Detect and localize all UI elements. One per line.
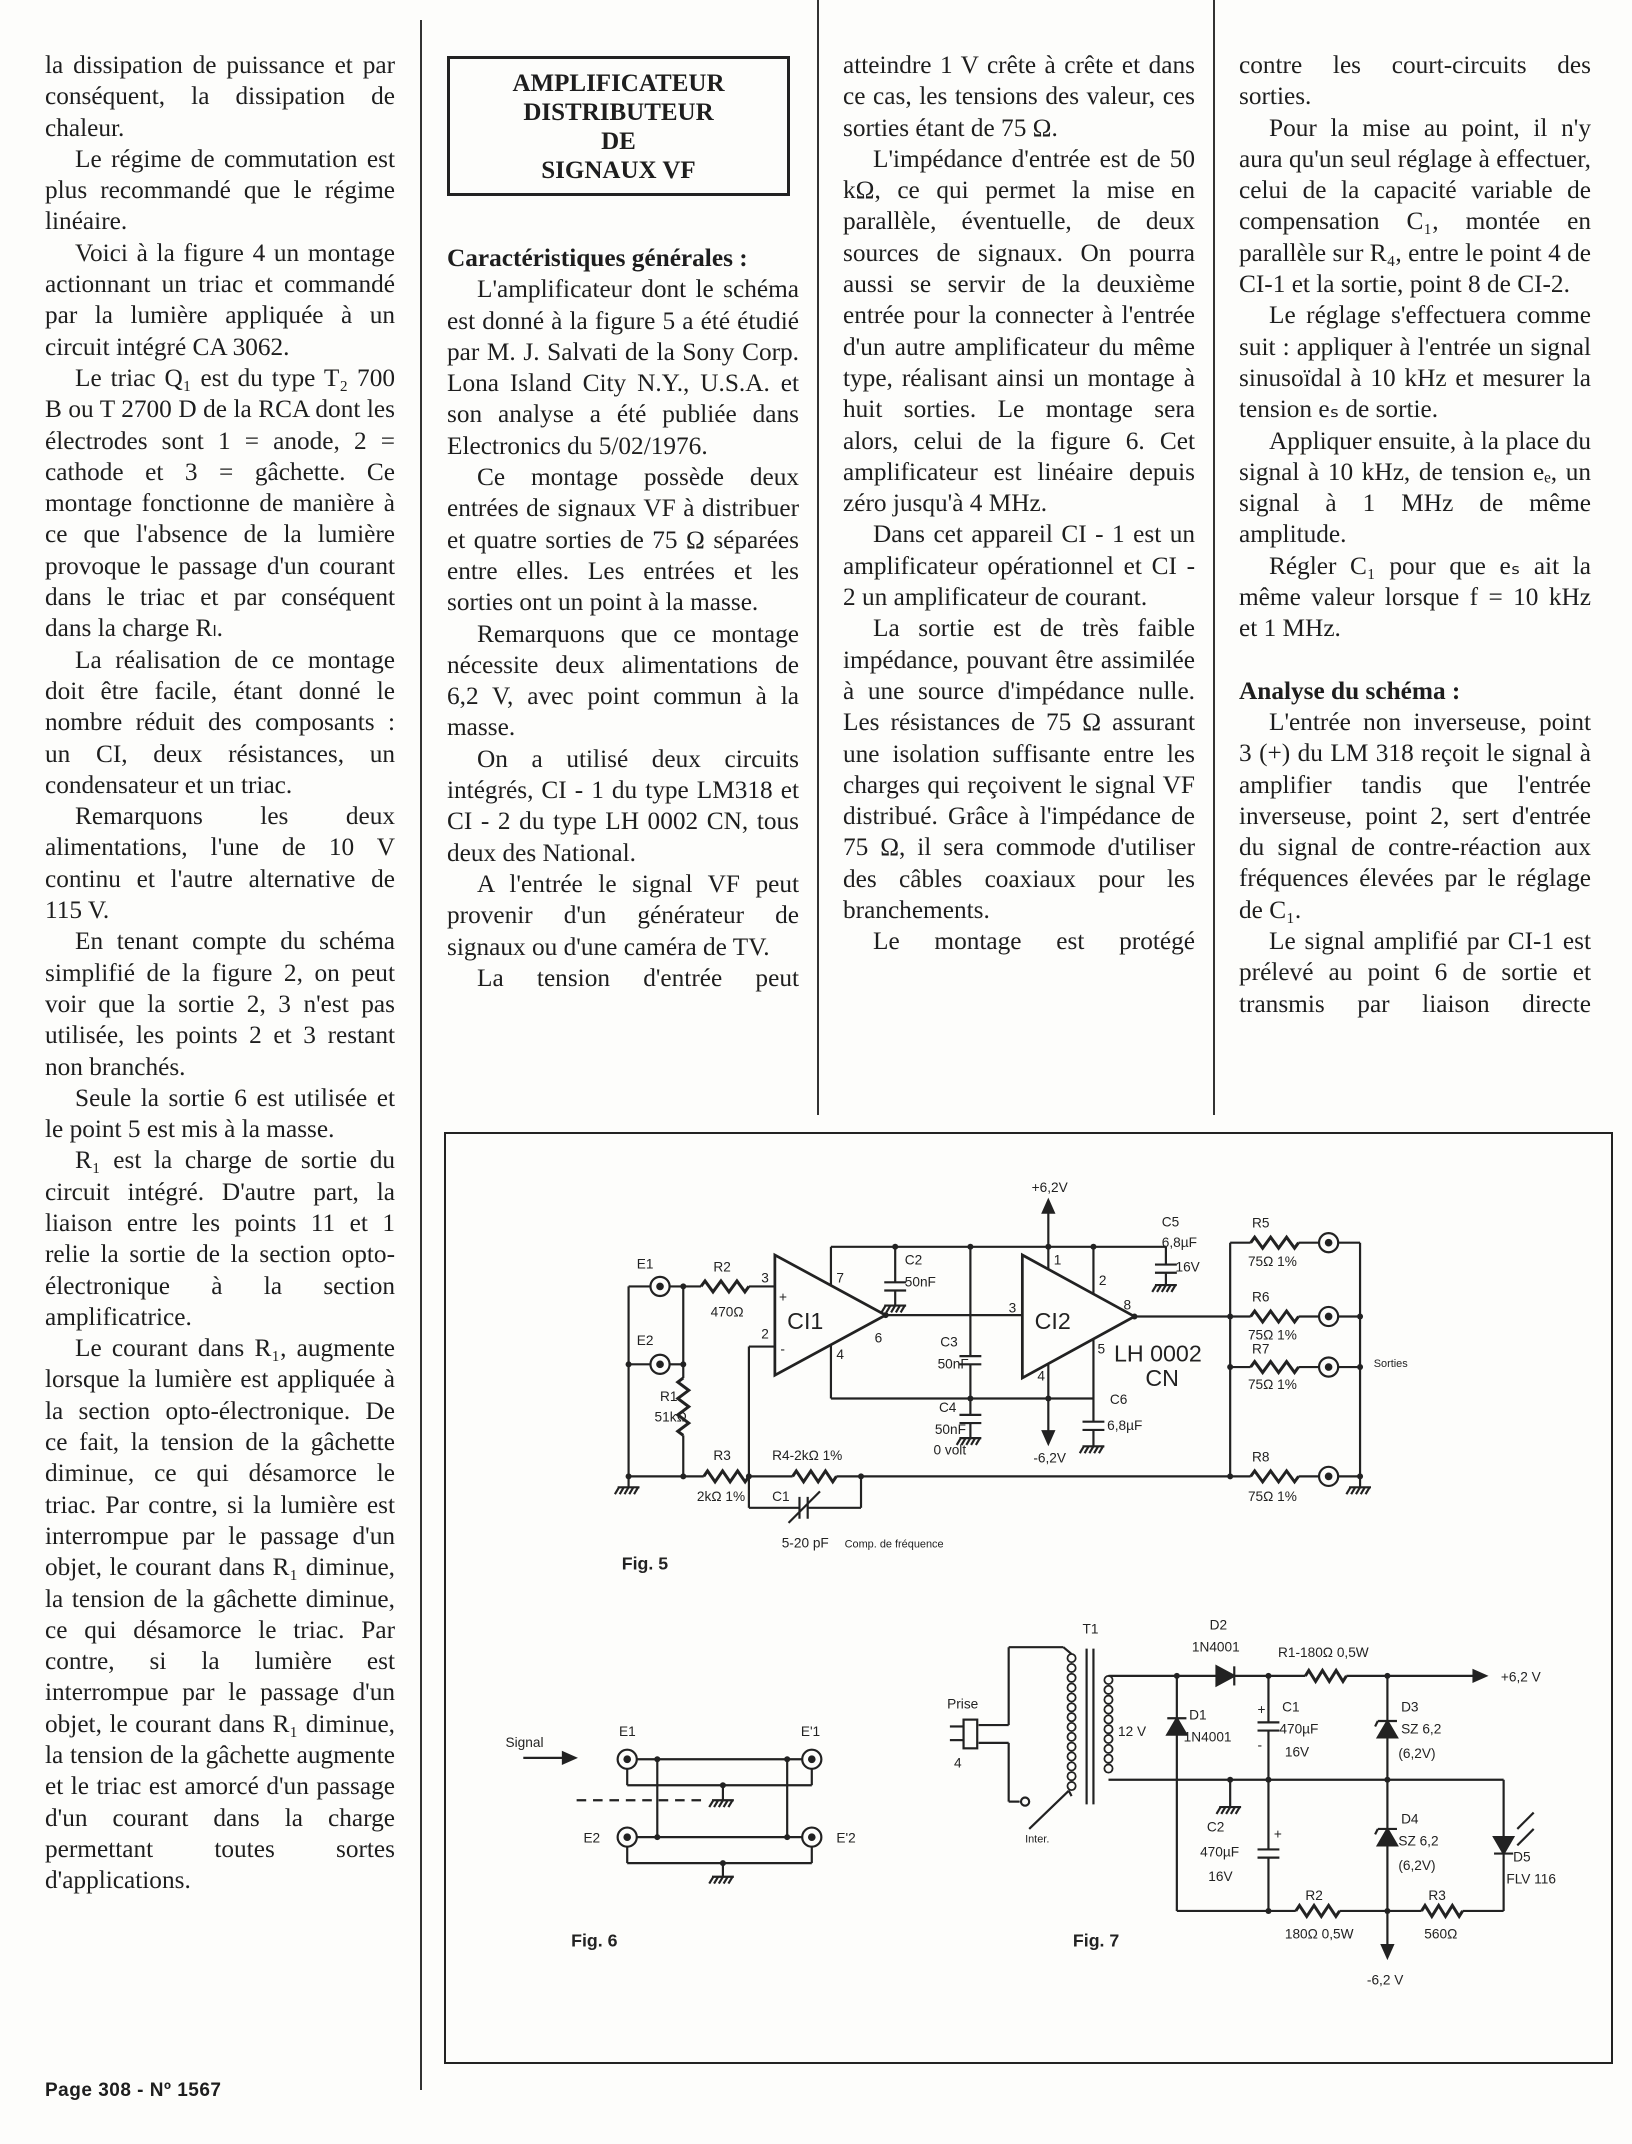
transformer-secondary [1104, 1705, 1112, 1713]
paragraph: Le courant dans R₁, augmente lorsque la lumière est appliquée à la section opto-électronique. De ce fait, la tension de la gâchette diminue, ce qui désamorce le triac. Par contre, si la lumière est interrompue par le passage d'un objet, le courant dans R₁ diminue, la tension de la gâchette diminue, ce qui désamorce le triac. Par contre, si la lumière est interrompue par le passage d'un objet, le courant dans R₁ diminue, la tension de la gâchette augmente et le triac est amorcé d'un passage d'un courant dans la charge permettant toutes sortes d'applications. [45, 1334, 395, 1895]
fig7-t1: T1 [1082, 1621, 1099, 1637]
coax-connector [624, 1834, 629, 1839]
transformer-secondary [1104, 1715, 1112, 1723]
pin-label: 4 [836, 1346, 845, 1362]
transformer-secondary [1104, 1735, 1112, 1743]
polarity: + [1273, 1826, 1282, 1842]
fig7-d1: D1 [1189, 1707, 1207, 1723]
transformer-primary [1067, 1693, 1075, 1701]
junction-dot [626, 1361, 632, 1367]
fig5-r8-value: 75Ω 1% [1247, 1488, 1297, 1504]
article-title-line: AMPLIFICATEUR [512, 70, 725, 97]
resistor [1251, 1237, 1299, 1248]
diode [1216, 1666, 1234, 1685]
transformer-primary [1067, 1772, 1075, 1780]
resistor [1251, 1311, 1299, 1322]
fig6-e1: E1 [619, 1724, 636, 1740]
fig5-c3: C3 [940, 1334, 958, 1350]
fig5-ci2-type: CN [1145, 1365, 1179, 1392]
transformer-secondary [1104, 1745, 1112, 1753]
fig5-c5: C5 [1161, 1214, 1180, 1230]
ground-symbol [709, 1800, 713, 1807]
fig5-r2: R2 [713, 1259, 731, 1275]
zener-diode [1378, 1829, 1397, 1845]
fig5-ci2: CI2 [1034, 1307, 1071, 1334]
zener-diode [1375, 1829, 1378, 1834]
ground-symbol [709, 1877, 713, 1884]
mains-plug [964, 1720, 978, 1749]
column-rule [420, 20, 422, 2090]
column-rule [817, 0, 819, 1115]
pin-label: 8 [1123, 1297, 1132, 1313]
junction-dot [1265, 1908, 1271, 1914]
transformer-primary [1067, 1743, 1075, 1751]
fig7-d3-voltage: (6,2V) [1398, 1745, 1436, 1761]
schematics [444, 1132, 1613, 2064]
fig7-r2-value: 180Ω 0,5W [1284, 1926, 1354, 1942]
coax-connector [1326, 1314, 1331, 1319]
fig5-zero-volt: 0 volt [933, 1442, 967, 1458]
fig7-d2-type: 1N4001 [1191, 1639, 1240, 1655]
junction-dot [1045, 1395, 1051, 1401]
paragraph: L'entrée non inverseuse, point 3 (+) du LM 318 reçoit le signal à amplifier tandis que l'entrée inverseuse, point 2, sert d'entrée du signal de contre-réaction aux fréquences élevées par le réglage de C₁. [1239, 707, 1591, 924]
pin-label: 6 [874, 1330, 883, 1346]
fig7-d4-type: SZ 6,2 [1398, 1833, 1439, 1849]
column-3 [843, 50, 1195, 958]
paragraph: contre les court-circuits des sorties. [1239, 51, 1591, 111]
junction-dot [626, 1473, 632, 1479]
fig5-caption: Fig. 5 [621, 1553, 669, 1574]
fig5-supply-pos: +6,2V [1031, 1180, 1068, 1196]
fig5-r4: R4-2kΩ 1% [772, 1447, 843, 1463]
paragraph: Le triac Q₁ est du type T₂ 700 B ou T 2700 D de la RCA dont les électrodes sont 1 = anode, 2 = cathode et 3 = gâchette. Ce montage fonctionne de manière à ce que l'absence de la lumière provoque le passage d'un courant dans le triac et par conséquent dans la charge Rₗ. [45, 363, 395, 643]
fig5-outputs-label: Sorties [1373, 1358, 1408, 1371]
fig5-c1-note: Comp. de fréquence [844, 1538, 944, 1551]
resistor [1305, 1670, 1346, 1681]
led-light-arrow [1517, 1813, 1533, 1829]
fig7-c2: C2 [1206, 1819, 1225, 1835]
pin-polarity: + [778, 1289, 787, 1305]
fig5-c6-value: 6,8µF [1107, 1417, 1143, 1433]
paragraph: Seule la sortie 6 est utilisée et le point 5 est mis à la masse. [45, 1083, 395, 1144]
fig7-out-neg: -6,2 V [1366, 1972, 1404, 1988]
junction-dot [1357, 1364, 1363, 1370]
pin-polarity: - [780, 1341, 785, 1357]
coax-connector [1326, 1474, 1331, 1479]
resistor [793, 1471, 837, 1482]
fig7-r3: R3 [1428, 1888, 1446, 1904]
fig5-c5-value: 6,8µF [1161, 1234, 1198, 1250]
fig6-caption: Fig. 6 [571, 1930, 618, 1951]
fig5-r2-value: 470Ω [710, 1304, 744, 1320]
transformer-primary [1067, 1762, 1075, 1770]
fig7-secondary-voltage: 12 V [1118, 1724, 1147, 1740]
fig7-labels [947, 1617, 1556, 1987]
fig5-r5-value: 75Ω 1% [1247, 1253, 1297, 1269]
ground-symbol [882, 1306, 886, 1313]
fig5-r6-value: 75Ω 1% [1247, 1327, 1297, 1343]
paragraph: Le montage est protégé [873, 927, 1195, 956]
fig5-ci1: CI1 [787, 1307, 824, 1334]
coax-connector [809, 1757, 814, 1762]
transformer-secondary [1104, 1676, 1112, 1684]
ground-symbol [1080, 1446, 1084, 1453]
fig7-plug-symbol: 4 [953, 1755, 962, 1771]
section-heading: Analyse du schéma : [1239, 676, 1461, 705]
fig5-e2: E2 [636, 1333, 654, 1349]
paragraph: A l'entrée le signal VF peut provenir d'un générateur de signaux ou d'une caméra de TV. [447, 869, 799, 961]
paragraph: Le régime de commutation est plus recommandé que le régime linéaire. [45, 144, 395, 236]
paragraph: la dissipation de puissance et par conséquent, la dissipation de chaleur. [45, 51, 395, 142]
polarity: + [1257, 1702, 1266, 1718]
fig5-c3-value: 50nF [937, 1356, 969, 1372]
column-1 [45, 50, 395, 1897]
zener-diode [1375, 1721, 1378, 1726]
transformer-secondary [1104, 1764, 1112, 1772]
arrow [1382, 1945, 1393, 1957]
transformer-primary [1067, 1723, 1075, 1731]
article-title-line: DISTRIBUTEUR [523, 99, 714, 126]
transformer-secondary [1104, 1686, 1112, 1694]
ground-symbol [1346, 1487, 1350, 1494]
junction-dot [1357, 1473, 1363, 1479]
transformer-primary [1067, 1703, 1075, 1711]
paragraph: Dans cet appareil CI - 1 est un amplificateur opérationnel et CI - 2 un amplificateur de courant. [843, 520, 1195, 612]
arrow [1474, 1670, 1486, 1681]
transformer-primary [1067, 1713, 1075, 1721]
paragraph: Ce montage possède deux entrées de signaux VF à distribuer et quatre sorties de 75 Ω séparées entre elles. Les entrées et les sorties ont un point à la masse. [447, 463, 799, 617]
fig5-labels [622, 1180, 1409, 1573]
fig5-e1: E1 [636, 1256, 654, 1272]
resistor [701, 1281, 749, 1292]
coax-connector [657, 1284, 662, 1289]
transformer-secondary [1104, 1755, 1112, 1763]
article-title-box [447, 56, 790, 196]
pin-label: 7 [836, 1270, 845, 1286]
fig7-d3-type: SZ 6,2 [1401, 1721, 1442, 1737]
resistor [1251, 1362, 1299, 1373]
fig7-r3-value: 560Ω [1424, 1926, 1458, 1942]
arrow [1043, 1431, 1054, 1443]
paragraph: atteindre 1 V crête à crête et dans ce cas, les tensions des valeur, ces sorties étant de 75 Ω. [843, 51, 1195, 142]
fig5-r7: R7 [1252, 1341, 1270, 1357]
fig7-switch: Inter. [1025, 1833, 1050, 1846]
page-footer: Page 308 - Nº 1567 [45, 2080, 222, 2101]
paragraph: Régler C₁ pour que eₛ ait la même valeur lorsque f = 10 kHz et 1 MHz. [1239, 551, 1591, 643]
transformer-primary [1067, 1654, 1075, 1662]
ground-symbol [615, 1487, 619, 1494]
coax-connector [809, 1834, 814, 1839]
switch-terminal [1021, 1798, 1029, 1806]
fig7-d5-type: FLV 116 [1506, 1871, 1556, 1887]
paragraph: Le réglage s'effectuera comme suit : appliquer à l'entrée un signal sinusoïdal à 10 kHz et mesurer la tension eₛ de sortie. [1239, 301, 1591, 424]
fig6-signal: Signal [505, 1734, 544, 1750]
ground-symbol [1216, 1807, 1220, 1814]
fig5-r5: R5 [1252, 1215, 1270, 1231]
led [1494, 1837, 1513, 1853]
arrow [1043, 1200, 1054, 1212]
fig7-r2: R2 [1305, 1888, 1323, 1904]
fig6-e1-prime: E'1 [800, 1724, 821, 1740]
fig5-r7-value: 75Ω 1% [1247, 1376, 1297, 1392]
fig7-c2-value: 470µF [1200, 1844, 1240, 1860]
fig5-supply-neg: -6,2V [1033, 1450, 1067, 1466]
article-title-line: DE [601, 128, 636, 155]
junction-dot [883, 1312, 889, 1318]
article-title-line: SIGNAUX VF [541, 157, 696, 184]
paragraph: Remarquons les deux alimentations, l'une de 10 V continu et l'autre alternative de 115 V. [45, 802, 395, 925]
power-switch [1029, 1791, 1069, 1829]
polarity: - [1257, 1737, 1263, 1753]
fig5-c1-value: 5-20 pF [781, 1535, 829, 1551]
zener-diode [1378, 1721, 1397, 1737]
paragraph: Pour la mise au point, il n'y aura qu'un seul réglage à effectuer, celui de la capacité variable de compensation C₁, montée en parallèle sur R₄, entre le point 4 de CI-1 et la sortie, point 8 de CI-2. [1239, 113, 1591, 299]
pin-label: 3 [1008, 1300, 1017, 1316]
transformer-primary [1067, 1684, 1075, 1692]
fig5-r8: R8 [1252, 1449, 1270, 1465]
coax-connector [657, 1362, 662, 1367]
resistor [678, 1378, 689, 1435]
fig5-r1-value: 51kΩ [654, 1409, 687, 1425]
paragraph: La tension d'entrée peut [477, 963, 799, 992]
transformer-primary [1067, 1664, 1075, 1672]
transformer-primary [1067, 1752, 1075, 1760]
pin-label: 3 [761, 1270, 769, 1286]
fig7-c1: C1 [1282, 1699, 1300, 1715]
fig7-d1-type: 1N4001 [1183, 1729, 1232, 1745]
fig7-out-pos: +6,2 V [1500, 1669, 1541, 1685]
resistor [1251, 1471, 1299, 1482]
fig5-c6: C6 [1109, 1391, 1128, 1407]
fig5-c2-value: 50nF [904, 1274, 936, 1290]
pin-label: 2 [761, 1326, 769, 1342]
ground-symbol [1152, 1285, 1156, 1292]
column-2 [447, 50, 799, 994]
paragraph: La réalisation de ce montage doit être facile, étant donné le nombre réduit des composants : un CI, deux résistances, un condensateur et un triac. [45, 645, 395, 799]
section-heading: Caractéristiques générales : [447, 244, 748, 272]
fig7-c1-voltage: 16V [1284, 1744, 1310, 1760]
fig5-c4-value: 50nF [934, 1422, 966, 1438]
paragraph: L'impédance d'entrée est de 50 kΩ, ce qui permet la mise en parallèle, éventuelle, de deux sources de signaux. On pourra aussi se servir de la deuxième entrée pour la connecter à l'entrée d'un autre amplificateur du même type, réalisant ainsi un montage à huit sorties. Le montage sera alors, celui de la figure 6. Cet amplificateur est linéaire depuis zéro jusqu'à 4 MHz. [843, 144, 1195, 518]
fig6-e2-prime: E'2 [836, 1830, 856, 1846]
fig5-r6: R6 [1252, 1289, 1270, 1305]
paragraph: Le signal amplifié par CI-1 est prélevé au point 6 de sortie et transmis par liaison directe [1239, 927, 1591, 1018]
led-light-arrow [1517, 1829, 1533, 1845]
paragraph: R₁ est la charge de sortie du circuit intégré. D'autre part, la liaison entre les points 11 et 1 relie la sortie de la section opto-électronique à la section amplificatrice. [45, 1146, 395, 1331]
fig7-caption: Fig. 7 [1072, 1930, 1120, 1951]
fig5-ci2-type: LH 0002 [1113, 1340, 1202, 1367]
junction-dot [1131, 1313, 1137, 1319]
junction-dot [784, 1834, 790, 1840]
junction-dot [654, 1834, 660, 1840]
fig7-r1: R1-180Ω 0,5W [1278, 1644, 1369, 1660]
wire [1063, 1647, 1071, 1654]
column-4 [1239, 50, 1591, 1020]
fig5-c1: C1 [772, 1488, 790, 1504]
fig5-c4: C4 [938, 1400, 957, 1416]
fig7-d4: D4 [1401, 1811, 1419, 1827]
fig5-r3: R3 [713, 1447, 731, 1463]
arrow [563, 1752, 575, 1763]
paragraph: L'amplificateur dont le schéma est donné à la figure 5 a été étudié par M. J. Salvati de la Sony Corp. Lona Island City N.Y., U.S.A. et son analyse a été publiée dans Electronics du 5/02/1976. [447, 275, 799, 460]
fig7-plug: Prise [947, 1696, 979, 1712]
coax-connector [624, 1757, 629, 1762]
pin-label: 1 [1053, 1252, 1062, 1268]
pin-label: 5 [1097, 1341, 1106, 1357]
coax-connector [1326, 1364, 1331, 1369]
junction-dot [680, 1473, 686, 1479]
paragraph: Remarquons que ce montage nécessite deux alimentations de 6,2 V, avec point commun à la masse. [447, 619, 799, 742]
fig6-e2: E2 [583, 1830, 601, 1846]
fig7-d3: D3 [1401, 1699, 1419, 1715]
fig5-r1: R1 [660, 1389, 678, 1405]
fig7-c2-voltage: 16V [1208, 1868, 1233, 1884]
wire [1069, 1791, 1072, 1796]
paragraph: En tenant compte du schéma simplifié de la figure 2, on peut voir que la sortie 2, 3 n'est pas utilisée, les points 2 et 3 restant non branchés. [45, 927, 395, 1081]
resistor [1296, 1905, 1340, 1916]
resistor [704, 1471, 749, 1482]
paragraph: On a utilisé deux circuits intégrés, CI - 1 du type LM318 et CI - 2 du type LH 0002 CN, tous deux des National. [447, 744, 799, 867]
transformer-primary [1067, 1674, 1075, 1682]
transformer-secondary [1104, 1725, 1112, 1733]
pin-label: 4 [1037, 1368, 1045, 1384]
pin-label: 2 [1098, 1273, 1107, 1289]
fig5-c2: C2 [904, 1252, 923, 1268]
column-rule [1213, 0, 1215, 1115]
resistor [1422, 1905, 1463, 1916]
fig7-c1-value: 470µF [1279, 1721, 1319, 1737]
paragraph: Appliquer ensuite, à la place du signal à 10 kHz, de tension eₑ, un signal à 1 MHz de même amplitude. [1239, 426, 1591, 549]
transformer-primary [1067, 1782, 1075, 1790]
coax-connector [1326, 1240, 1331, 1245]
transformer-secondary [1104, 1696, 1112, 1704]
paragraph: Voici à la figure 4 un montage actionnant un triac et commandé par la lumière appliquée à un circuit intégré CA 3062. [45, 238, 395, 361]
paragraph: La sortie est de très faible impédance, pouvant être assimilée à une source d'impédance nulle. Les résistances de 75 Ω assurant une isolation suffisante entre les charges qui reçoivent le signal VF distribué. Grâce à l'impédance de 75 Ω, il sera commode d'utiliser des câbles coaxiaux pour les branchements. [843, 614, 1195, 925]
fig5-c5-voltage: 16V [1175, 1259, 1200, 1275]
transformer-primary [1067, 1733, 1075, 1741]
junction-dot [1357, 1313, 1363, 1319]
fig5-r3-value: 2kΩ 1% [696, 1488, 746, 1504]
fig7-d4-voltage: (6,2V) [1398, 1857, 1436, 1873]
fig7-d2: D2 [1209, 1617, 1228, 1633]
fig7-d5: D5 [1513, 1849, 1531, 1865]
